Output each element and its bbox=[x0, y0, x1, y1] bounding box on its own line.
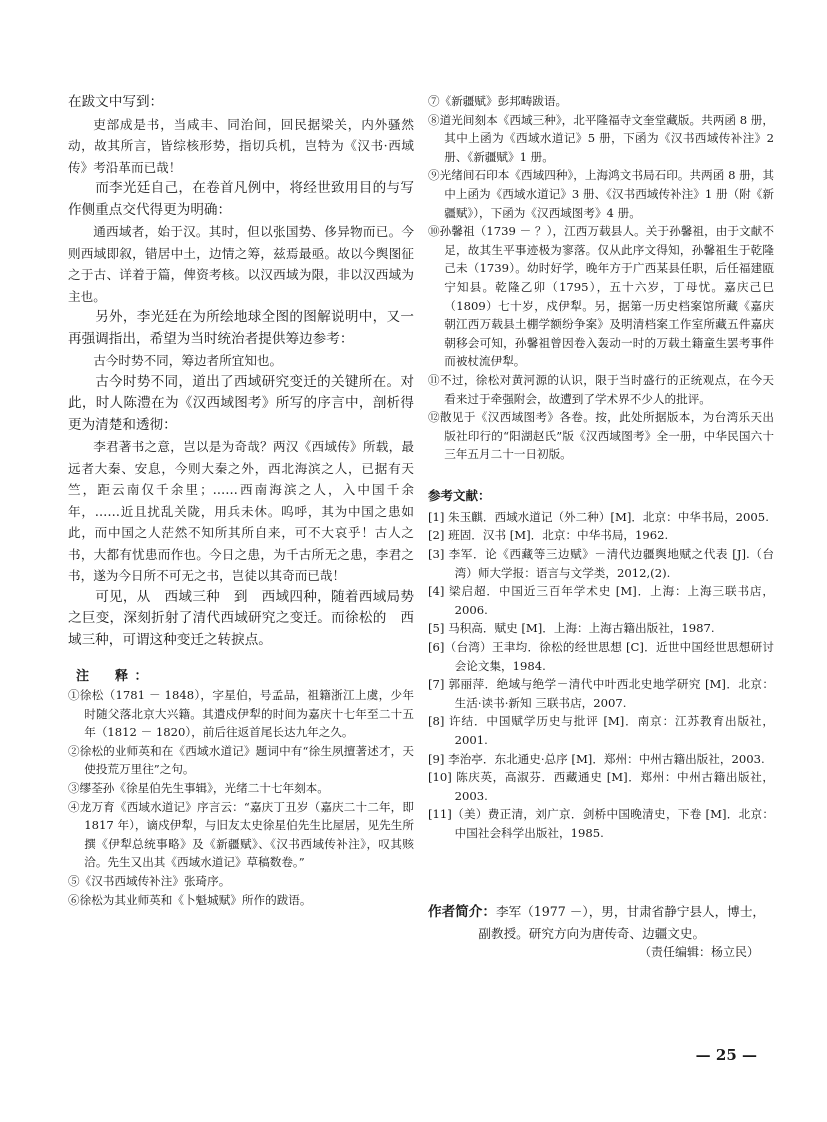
reference-item: [3] 李军．论《西藏等三边赋》－清代边疆舆地赋之代表 [J].（台湾）师大学报：语言与文学类，2012,(2). bbox=[428, 547, 774, 580]
reference-item: [8] 许结．中国赋学历史与批评 [M]．南京：江苏教育出版社，2001. bbox=[428, 714, 774, 747]
references-heading: 参考文献： bbox=[428, 487, 491, 503]
reference-item: [5] 马积高．赋史 [M]．上海：上海古籍出版社，1987. bbox=[428, 621, 715, 636]
responsible-editor: （责任编辑：杨立民） bbox=[638, 945, 759, 959]
footnote: ⑦《新疆赋》彭邦畴跋语。 bbox=[428, 94, 568, 108]
footnote: ④龙万育《西域水道记》序言云：“嘉庆丁丑岁（嘉庆二十二年，即 1817 年），谪戍伊犁，与旧友太史徐星伯先生比屋居，见先生所撰《伊犁总统事略》及《新疆赋》、《汉书西域传补注》，叹其赅洽。先生又出其《西域水道记》草稿数卷。” bbox=[68, 799, 414, 870]
block-quote: 吏部成是书，当咸丰、同治间，回民据梁关，内外骚然动，故其所言，皆综核形势，指切兵机，岂特为《汉书·西域传》考沿革而已哉！ bbox=[68, 116, 414, 175]
paragraph: 另外，李光廷在为所绘地球全图的图解说明中，又一再强调指出，希望为当时统治者提供筹边参考： bbox=[68, 309, 414, 347]
block-quote: 古今时势不同，筹边者所宜知也。 bbox=[93, 353, 283, 368]
footnote: ②徐松的业师英和在《西域水道记》题词中有“徐生夙擅著述才，天使投荒万里往”之句。 bbox=[68, 743, 414, 777]
page-number: — 25 — bbox=[695, 1046, 757, 1064]
reference-item: [7] 郭丽萍．绝域与绝学－清代中叶西北史地学研究 [M]．北京：生活·读书·新知 三联书店，2007. bbox=[428, 677, 774, 710]
right-column bbox=[428, 92, 774, 843]
reference-item: [10] 陈庆英，高淑芬．西藏通史 [M]．郑州：中州古籍出版社，2003. bbox=[428, 770, 774, 803]
block-quote: 李君著书之意，岂以是为奇哉？两汉《西域传》所载，最远者大秦、安息，今则大秦之外，西北海滨之人，已据有天竺，距云南仅千余里；……西南海滨之人，入中国千余年，……近且扰乱关陇，用兵未休。呜呼，其为中国之患如此，而中国之人茫然不知所其所自来，可不大哀乎！古人之书，大都有忧患而作也。今日之患，为千古所无之患，李君之书，遂为今日所不可无之书，岂徒以其奇而已哉！ bbox=[68, 439, 414, 583]
footnote: ⑧道光间刻本《西域三种》，北平隆福寺文奎堂藏版。共两函 8 册，其中上函为《西域水道记》5 册，下函为《汉书西域传补注》2 册、《新疆赋》1 册。 bbox=[428, 112, 774, 164]
footnote: ⑤《汉书西域传补注》张琦序。 bbox=[68, 873, 231, 888]
footnote: ⑫散见于《汉西域图考》各卷。按，此处所据版本，为台湾乐天出版社印行的“阳湖赵氏”版《汉西域图考》全一册，中华民国六十三年五月二十一日初版。 bbox=[428, 410, 774, 462]
paragraph: 在跋文中写到： bbox=[68, 94, 164, 110]
reference-item: [2] 班固．汉书 [M]．北京：中华书局，1962. bbox=[428, 528, 669, 543]
notes-heading: 注 释： bbox=[76, 669, 155, 684]
paragraph: 可见，从 西域三种 到 西域四种，随着西域局势之巨变，深刻折射了清代西域研究之变迁。而徐松的 西域三种，可谓这种变迁之转捩点。 bbox=[68, 588, 414, 648]
block-quote: 通西域者，始于汉。其时，但以张国势、侈异物而已。今则西域即叙，错居中土，边情之筹，兹焉最亟。故以今舆图征之于古、详着于篇，俾资考核。以汉西域为限，非以汉西域为主也。 bbox=[68, 224, 414, 304]
footnote: ⑩孙馨祖（1739 － ？），江西万载县人。关于孙馨祖，由于文献不足，故其生平事迹极为寥落。仅从此序文得知，孙馨祖生于乾隆己未（1739）。幼时好学，晚年方于广西某县任职，后任福建瓯宁知县。乾隆乙卯（1795），五十六岁，丁母忧。嘉庆己巳（1809）七十岁，戍伊犁。另，据第一历史档案馆所藏《嘉庆朝江西万载县土棚学额纷争案》及明清档案工作室所藏五件嘉庆朝移会可知，孙馨祖曾因卷入轰动一时的万载土籍童生罢考事件而被杖流伊犁。 bbox=[428, 224, 774, 369]
reference-item: [1] 朱玉麒．西域水道记（外二种）[M]．北京：中华书局，2005. bbox=[428, 509, 769, 524]
reference-item: [9] 李治亭．东北通史·总序 [M]．郑州：中州古籍出版社，2003. bbox=[428, 751, 765, 766]
author-bio-continued: 副教授。研究方向为唐传奇、边疆文史。 bbox=[478, 926, 706, 941]
reference-item: [11]（美）费正清，刘广京．剑桥中国晚清史，下卷 [M]．北京：中国社会科学出版社，1985. bbox=[428, 807, 774, 840]
paragraph: 古今时势不同，道出了西域研究变迁的关键所在。对此，时人陈澧在为《汉西域图考》所写的序言中，剖析得更为清楚和透彻： bbox=[68, 373, 414, 433]
author-bio-label: 作者简介： bbox=[428, 904, 496, 920]
reference-item: [6]（台湾）王聿均．徐松的经世思想 [C]．近世中国经世思想研讨会论文集，1984. bbox=[428, 640, 774, 673]
author-bio bbox=[428, 901, 774, 944]
left-column bbox=[68, 92, 414, 909]
footnote: ③缪荃孙《徐星伯先生事辑》，光绪二十七年刻本。 bbox=[68, 780, 329, 795]
paragraph: 而李光廷自己，在卷首凡例中，将经世致用目的与写作侧重点交代得更为明确： bbox=[68, 180, 414, 218]
reference-item: [4] 梁启超．中国近三百年学术史 [M]．上海：上海三联书店，2006. bbox=[428, 584, 774, 617]
footnote: ①徐松（1781 － 1848），字星伯，号孟品，祖籍浙江上虞，少年时随父落北京大兴籍。其遣戍伊犁的时间为嘉庆十七年至二十五年（1812 － 1820），前后往返首尾长达九年之久。 bbox=[68, 688, 414, 740]
footnote: ⑨光绪间石印本《西域四种》，上海鸿文书局石印。共两函 8 册，其中上函为《西域水道记》3 册、《汉书西域传补注》1 册（附《新疆赋》），下函为《汉西域图考》4 册。 bbox=[428, 168, 774, 220]
footnote: ⑪不过，徐松对黄河源的认识，限于当时盛行的正统观点，在今天看来过于牵强附会，故遭到了学术界不少人的批评。 bbox=[428, 372, 774, 406]
footnote: ⑥徐松为其业师英和《卜魁城赋》所作的跋语。 bbox=[68, 892, 312, 907]
author-bio-text: 李军（1977 －），男，甘肃省静宁县人，博士， bbox=[495, 904, 766, 919]
